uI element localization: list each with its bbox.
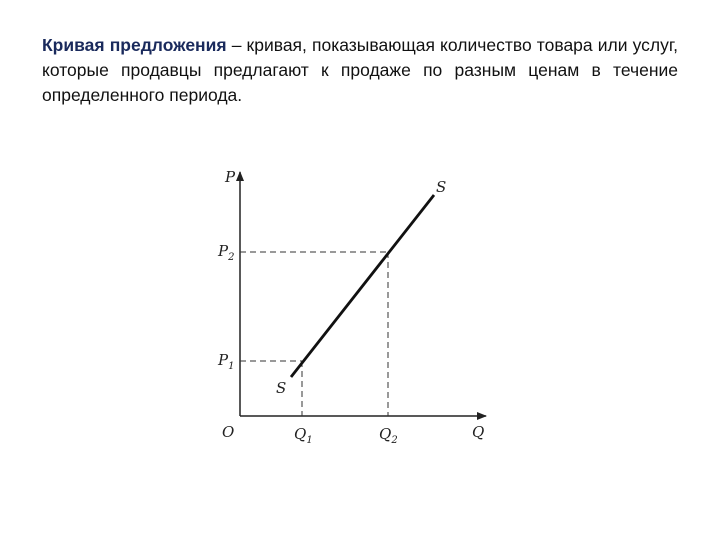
y-axis-label: P (225, 168, 236, 186)
q1-label: $Q_1$ (294, 425, 313, 446)
p1-label: $P_1$ (218, 351, 235, 372)
x-axis-label: Q (472, 423, 485, 441)
q2-label: $Q_2$ (379, 425, 398, 446)
p2-label: $P_2$ (218, 242, 235, 263)
origin-label: O (222, 423, 235, 441)
definition-text: – кривая, показывающая количество товара или услуг, которые продавцы предлагают к продаже по разным ценам в течение определенного периода. (42, 35, 678, 105)
definition-term: Кривая предложения (42, 35, 227, 55)
curve-label-top: S (436, 178, 447, 196)
curve-label-bottom: S (276, 379, 287, 397)
supply-curve (291, 195, 434, 377)
